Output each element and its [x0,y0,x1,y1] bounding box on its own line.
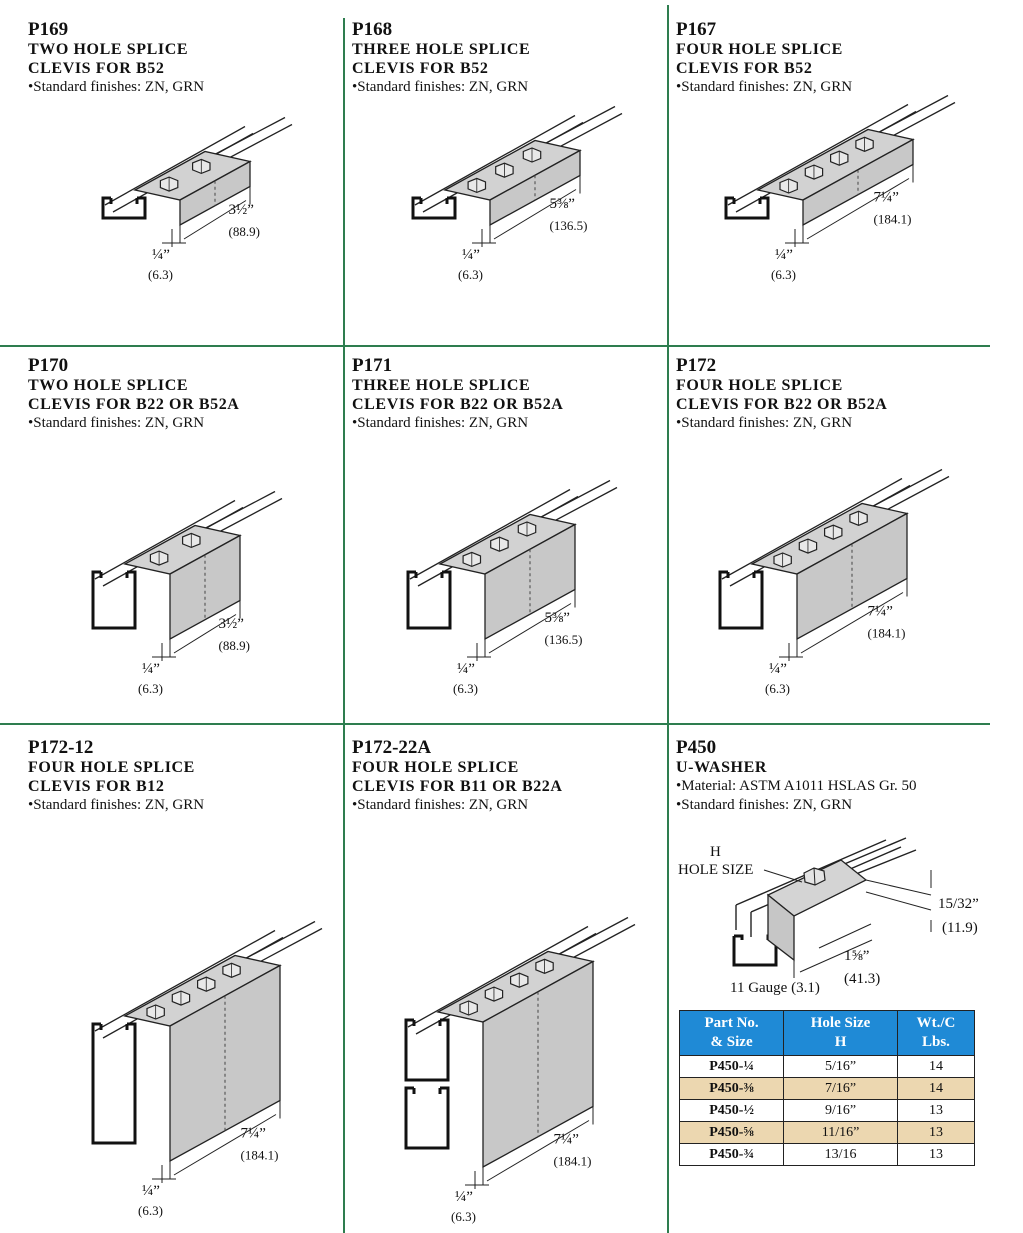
offset-dimension-mm: (6.3) [148,267,173,282]
length-dimension: 7¼” [873,189,899,206]
column-header-weight: Wt./C Lbs. [897,1011,974,1056]
product-title-line2: CLEVIS FOR B12 [28,778,165,795]
finish-note: •Standard finishes: ZN, GRN [28,797,205,813]
table-row [680,1122,975,1144]
channel-cross-section [406,1020,448,1080]
offset-dimension-line [467,643,491,661]
finish-note: •Standard finishes: ZN, GRN [676,79,853,95]
part-cell: P450-⅜ [680,1078,784,1100]
product-p167 [676,20,852,97]
weight-cell: 13 [897,1122,974,1144]
offset-dimension-mm: (6.3) [765,681,790,696]
length-dimension: 7¼” [867,603,893,620]
offset-dimension-line [785,229,809,247]
hole-size-cell: 13/16 [784,1144,898,1166]
weight-cell: 14 [897,1056,974,1078]
part-number: P172-22A [352,737,432,758]
splice-clevis-illustration-p167 [718,110,938,315]
product-title-line2: CLEVIS FOR B11 OR B22A [352,778,563,795]
u-washer-spec-table [679,1010,975,1166]
product-title: U-WASHER [676,759,768,776]
part-number: P167 [676,19,717,40]
splice-clevis-illustration-p172 [712,460,932,700]
column-divider-1 [343,18,345,1233]
hole-size-cell: 11/16” [784,1122,898,1144]
finish-note: •Standard finishes: ZN, GRN [676,415,853,431]
length-dimension: 3½” [228,201,254,218]
offset-dimension: ¼” [769,661,787,677]
part-cell: P450-⅝ [680,1122,784,1144]
weight-cell: 13 [897,1144,974,1166]
product-title-line2: CLEVIS FOR B52 [28,60,165,77]
weight-cell: 13 [897,1100,974,1122]
length-dimension: 7¼” [553,1131,579,1148]
offset-dimension-mm: (6.3) [451,1209,476,1224]
product-title-line1: FOUR HOLE SPLICE [28,759,195,776]
length-dimension: 5⅜” [549,195,575,212]
product-title-line2: CLEVIS FOR B22 OR B52A [28,396,240,413]
product-p172 [676,356,887,433]
part-number: P172 [676,355,717,376]
product-p168 [352,20,530,97]
width-dimension: 1⅝” [844,948,870,964]
column-header-hole-size: Hole Size H [784,1011,898,1056]
part-cell: P450-¾ [680,1144,784,1166]
offset-dimension-line [152,1165,176,1183]
offset-dimension-line [162,229,186,247]
table-row [680,1144,975,1166]
length-dimension-mm: (184.1) [240,1147,279,1163]
offset-dimension: ¼” [775,247,793,263]
hole-size-cell: 7/16” [784,1078,898,1100]
offset-dimension: ¼” [457,661,475,677]
offset-dimension-line [472,229,496,247]
channel-cross-section [413,198,455,218]
channel-cross-section [726,198,768,218]
splice-clevis-illustration-p169 [95,110,295,290]
offset-dimension: ¼” [462,247,480,263]
row-divider-1 [0,345,990,347]
product-p172-22a [352,738,563,815]
part-cell: P450-¼ [680,1056,784,1078]
product-p450 [676,738,917,815]
u-washer-illustration [676,840,986,1000]
offset-dimension-mm: (6.3) [458,267,483,282]
offset-dimension-line [152,643,176,661]
product-title-line2: CLEVIS FOR B22 OR B52A [676,396,888,413]
splice-clevis-illustration-p172-22a [398,860,618,1224]
offset-dimension-mm: (6.3) [453,681,478,696]
part-number: P170 [28,355,69,376]
length-dimension-mm: (184.1) [867,625,906,641]
product-title-line2: CLEVIS FOR B52 [352,60,489,77]
product-p169 [28,20,204,97]
splice-clevis-illustration-p172-12 [85,870,305,1218]
finish-note: •Standard finishes: ZN, GRN [352,415,529,431]
product-title-line2: CLEVIS FOR B22 OR B52A [352,396,564,413]
splice-clevis-illustration-p168 [405,110,605,300]
splice-clevis-illustration-p170 [85,460,285,696]
thickness-dimension: 15/32” [938,896,979,912]
length-dimension: 7¼” [240,1125,266,1142]
finish-note: •Standard finishes: ZN, GRN [28,415,205,431]
column-divider-2 [667,5,669,1233]
product-title-line1: TWO HOLE SPLICE [28,41,189,58]
width-dimension-mm: (41.3) [844,971,881,987]
length-dimension: 5⅜” [544,609,570,626]
product-title-line1: THREE HOLE SPLICE [352,41,531,58]
length-dimension-mm: (136.5) [544,631,583,647]
product-title-line2: CLEVIS FOR B52 [676,60,813,77]
offset-dimension: ¼” [142,661,160,677]
splice-clevis-illustration-p171 [400,460,610,696]
part-number: P169 [28,19,69,40]
offset-dimension: ¼” [152,247,170,263]
hole-size-cell: 9/16” [784,1100,898,1122]
finish-note: •Standard finishes: ZN, GRN [676,797,853,813]
offset-dimension-mm: (6.3) [138,681,163,696]
part-cell: P450-½ [680,1100,784,1122]
hole-size-cell: 5/16” [784,1056,898,1078]
part-number: P172-12 [28,737,94,758]
thickness-dimension-mm: (11.9) [942,920,978,936]
table-row [680,1078,975,1100]
product-title-line1: TWO HOLE SPLICE [28,377,189,394]
offset-dimension: ¼” [455,1189,473,1205]
length-dimension-mm: (184.1) [873,211,912,227]
hole-size-label: HOLE SIZE [678,862,754,878]
hole-letter-label: H [710,844,721,860]
offset-dimension-line [465,1171,489,1189]
product-title-line1: FOUR HOLE SPLICE [676,377,843,394]
channel-cross-section [406,1088,448,1148]
column-header-part: Part No. & Size [680,1011,784,1056]
table-header-row [680,1011,975,1056]
row-divider-2 [0,723,990,725]
product-p170 [28,356,239,433]
length-dimension-mm: (136.5) [549,217,588,233]
length-dimension-mm: (184.1) [553,1153,592,1169]
table-row [680,1100,975,1122]
finish-note: •Standard finishes: ZN, GRN [28,79,205,95]
length-dimension: 3½” [218,615,244,632]
length-dimension-mm: (88.9) [218,637,250,653]
finish-note: •Standard finishes: ZN, GRN [352,79,529,95]
finish-note: •Standard finishes: ZN, GRN [352,797,529,813]
table-row [680,1056,975,1078]
product-title-line1: FOUR HOLE SPLICE [352,759,519,776]
offset-dimension-line [779,643,803,661]
material-note: •Material: ASTM A1011 HSLAS Gr. 50 [676,778,917,794]
channel-cross-section [93,1024,135,1143]
part-number: P450 [676,737,717,758]
channel-cross-section [103,198,145,218]
product-title-line1: THREE HOLE SPLICE [352,377,531,394]
offset-dimension-mm: (6.3) [138,1203,163,1218]
offset-dimension: ¼” [142,1183,160,1199]
offset-dimension-mm: (6.3) [771,267,796,282]
product-p171 [352,356,563,433]
part-number: P168 [352,19,393,40]
length-dimension-mm: (88.9) [228,223,260,239]
product-title-line1: FOUR HOLE SPLICE [676,41,843,58]
part-number: P171 [352,355,393,376]
product-p172-12 [28,738,204,815]
weight-cell: 14 [897,1078,974,1100]
gauge-label: 11 Gauge (3.1) [730,980,820,996]
